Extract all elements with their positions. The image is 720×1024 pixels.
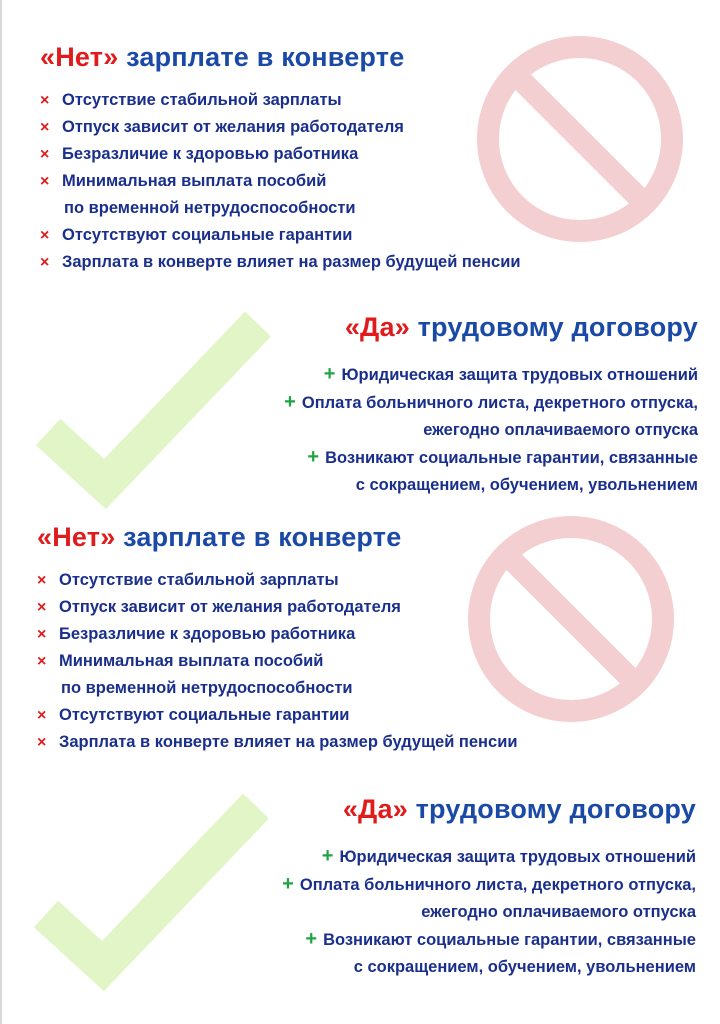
plus-icon: + [282, 873, 294, 895]
plus-icon: + [321, 845, 334, 867]
heading-quote: «Нет» [40, 42, 119, 72]
list-item [37, 729, 597, 756]
yes-employment-contract-section [178, 312, 698, 499]
cross-mark-icon: × [40, 119, 50, 136]
cross-mark-icon: × [37, 707, 47, 724]
list-item [37, 567, 597, 594]
heading-text: зарплате в конверте [115, 522, 402, 552]
cross-mark-icon: × [40, 146, 50, 163]
drawbacks-list [37, 567, 597, 756]
list-item [40, 168, 600, 222]
item-text: Отсутствие стабильной зарплаты [59, 571, 339, 589]
cross-mark-icon: × [37, 653, 47, 670]
list-item [37, 648, 597, 702]
section-heading [178, 312, 698, 343]
item-text-continuation: с сокращением, обучением, увольнением [355, 476, 698, 494]
list-item [178, 444, 698, 499]
item-text-continuation: ежегодно оплачиваемого отпуска [423, 421, 698, 439]
item-text: Отпуск зависит от желания работодателя [62, 118, 404, 136]
item-text-continuation: по временной нетрудоспособности [61, 679, 353, 697]
section-heading [176, 794, 696, 825]
list-item [40, 114, 600, 141]
item-text: Юридическая защита трудовых отношений [339, 848, 696, 866]
list-item [37, 594, 597, 621]
list-item [37, 621, 597, 648]
list-item [37, 702, 597, 729]
item-text: Оплата больничного листа, декретного отпуска, [301, 394, 698, 412]
item-text: Отсутствие стабильной зарплаты [62, 91, 342, 109]
item-text: Возникают социальные гарантии, связанные [325, 449, 698, 467]
heading-text: зарплате в конверте [118, 42, 405, 72]
benefits-list [176, 843, 696, 981]
item-text: Зарплата в конверте влияет на размер будущей пенсии [59, 733, 518, 751]
cross-mark-icon: × [40, 254, 50, 271]
plus-icon: + [284, 391, 296, 413]
list-item [40, 141, 600, 168]
section-heading [37, 522, 597, 553]
item-text: Безразличие к здоровью работника [62, 145, 359, 163]
item-text-continuation: ежегодно оплачиваемого отпуска [421, 903, 696, 921]
item-text-continuation: по временной нетрудоспособности [64, 199, 356, 217]
section-heading [40, 42, 600, 73]
list-item [40, 249, 600, 276]
cross-mark-icon: × [37, 734, 47, 751]
item-text: Возникают социальные гарантии, связанные [323, 931, 696, 949]
item-text: Зарплата в конверте влияет на размер будущей пенсии [62, 253, 521, 271]
drawbacks-list [40, 87, 600, 276]
item-text: Минимальная выплата пособий [59, 652, 324, 670]
list-item [178, 389, 698, 444]
cross-mark-icon: × [37, 599, 47, 616]
heading-text: трудовому договору [409, 312, 698, 342]
cross-mark-icon: × [37, 626, 47, 643]
heading-quote: «Нет» [37, 522, 116, 552]
cross-mark-icon: × [40, 173, 50, 190]
list-item [40, 87, 600, 114]
list-item [176, 926, 696, 981]
item-text-continuation: с сокращением, обучением, увольнением [353, 958, 696, 976]
item-text: Отпуск зависит от желания работодателя [59, 598, 401, 616]
heading-quote: «Да» [342, 794, 408, 824]
item-text: Минимальная выплата пособий [62, 172, 327, 190]
list-item [40, 222, 600, 249]
item-text: Отсутствуют социальные гарантии [59, 706, 350, 724]
item-text: Отсутствуют социальные гарантии [62, 226, 353, 244]
plus-icon: + [307, 446, 320, 468]
list-item [176, 871, 696, 926]
item-text: Оплата больничного листа, декретного отпуска, [299, 876, 696, 894]
cross-mark-icon: × [37, 572, 47, 589]
cross-mark-icon: × [40, 92, 50, 109]
list-item [178, 361, 698, 389]
heading-quote: «Да» [344, 312, 410, 342]
plus-icon: + [305, 928, 318, 950]
benefits-list [178, 361, 698, 499]
item-text: Безразличие к здоровью работника [59, 625, 356, 643]
plus-icon: + [323, 363, 336, 385]
cross-mark-icon: × [40, 227, 50, 244]
yes-employment-contract-section [176, 794, 696, 981]
page-edge-divider [0, 0, 2, 1024]
no-envelope-salary-section [37, 522, 597, 756]
heading-text: трудовому договору [407, 794, 696, 824]
item-text: Юридическая защита трудовых отношений [341, 366, 698, 384]
no-envelope-salary-section [40, 42, 600, 276]
list-item [176, 843, 696, 871]
